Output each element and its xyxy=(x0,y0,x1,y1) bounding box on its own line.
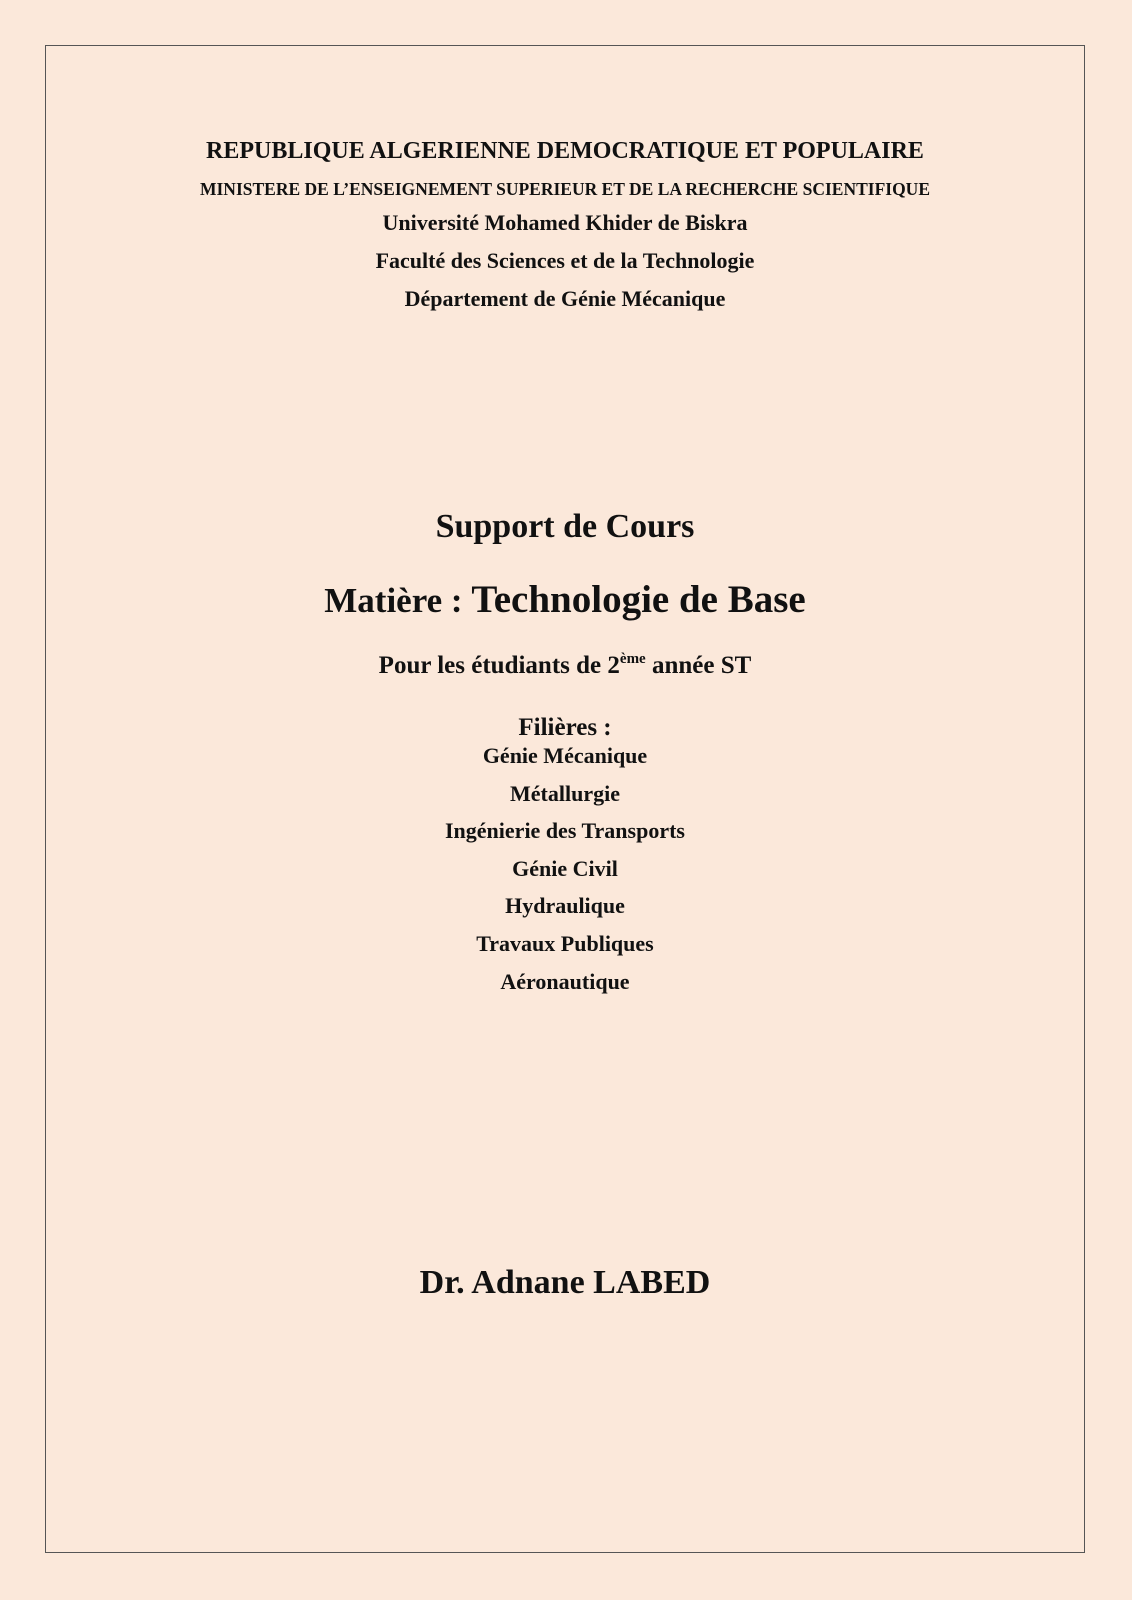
list-item: Travaux Publiques xyxy=(476,930,654,956)
audience-superscript: ème xyxy=(619,651,646,667)
audience-suffix: année ST xyxy=(645,652,752,679)
subject-prefix: Matière : xyxy=(324,581,472,620)
list-item: Ingénierie des Transports xyxy=(445,818,685,844)
subject-name: Technologie de Base xyxy=(471,578,806,621)
university-name: Université Mohamed Khider de Biskra xyxy=(382,210,748,235)
author-name: Dr. Adnane LABED xyxy=(419,1264,711,1301)
audience-line xyxy=(45,653,1085,678)
faculty-name: Faculté des Sciences et de la Technologie xyxy=(375,248,755,273)
list-item: Aéronautique xyxy=(500,968,630,994)
subject-title xyxy=(45,580,1085,619)
list-item: Hydraulique xyxy=(505,893,625,919)
document-type-title: Support de Cours xyxy=(435,508,695,545)
list-item: Métallurgie xyxy=(510,780,620,806)
list-item: Génie Mécanique xyxy=(482,743,648,768)
ministry-heading: MINISTERE DE L’ENSEIGNEMENT SUPERIEUR ET DE LA RECHERCHE SCIENTIFIQUE xyxy=(199,179,930,199)
republic-heading: REPUBLIQUE ALGERIENNE DEMOCRATIQUE ET POPULAIRE xyxy=(206,138,924,164)
department-name: Département de Génie Mécanique xyxy=(404,286,726,311)
list-item: Génie Civil xyxy=(512,855,618,881)
filieres-label: Filières : xyxy=(518,714,612,741)
filieres-list xyxy=(45,745,1085,1008)
audience-prefix: Pour les étudiants de 2 xyxy=(378,652,620,679)
